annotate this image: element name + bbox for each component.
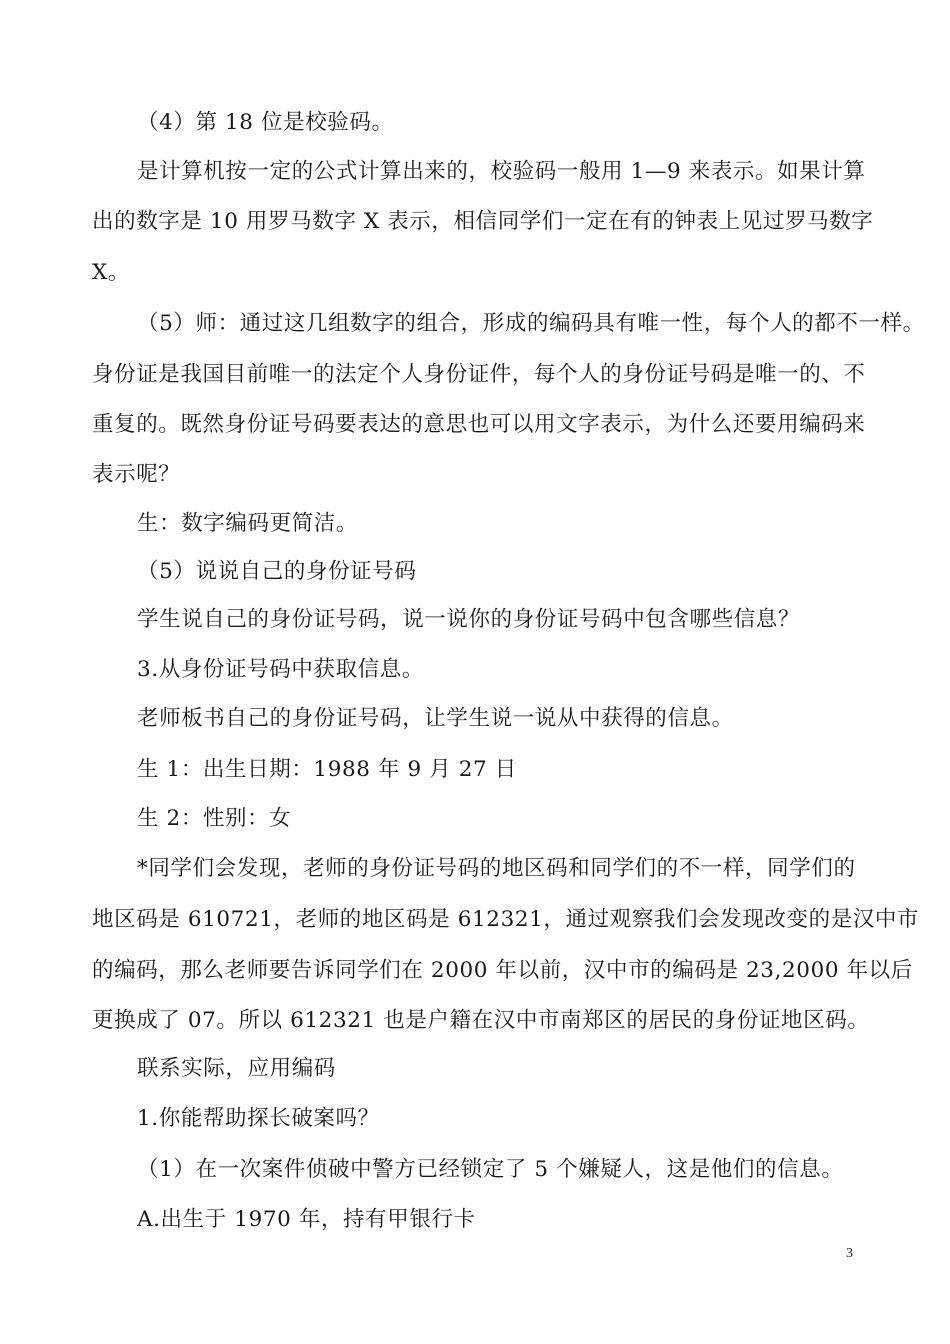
paragraph-line: 是计算机按一定的公式计算出来的，校验码一般用 1—9 来表示。如果计算 — [137, 159, 866, 184]
paragraph-line: 生：数字编码更简洁。 — [137, 511, 359, 536]
paragraph-line: 3.从身份证号码中获取信息。 — [137, 657, 424, 682]
paragraph-line: 重复的。既然身份证号码要表达的意思也可以用文字表示，为什么还要用编码来 — [92, 412, 866, 437]
paragraph-line: 的编码，那么老师要告诉同学们在 2000 年以前，汉中市的编码是 23,2000 年以后 — [92, 958, 913, 983]
paragraph-line: 老师板书自己的身份证号码，让学生说一说从中获得的信息。 — [137, 706, 734, 731]
paragraph-line: 学生说自己的身份证号码，说一说你的身份证号码中包含哪些信息？ — [137, 607, 801, 632]
paragraph-line: X。 — [92, 260, 131, 285]
paragraph-line: 表示呢？ — [92, 462, 181, 487]
page-number: 3 — [846, 1246, 853, 1261]
paragraph-line: 身份证是我国目前唯一的法定个人身份证件，每个人的身份证号码是唯一的、不 — [92, 362, 866, 387]
paragraph-line: A.出生于 1970 年，持有甲银行卡 — [137, 1207, 476, 1232]
paragraph-line: 更换成了 07。所以 612321 也是户籍在汉中市南郑区的居民的身份证地区码。 — [92, 1008, 870, 1033]
paragraph-line: 联系实际，应用编码 — [137, 1056, 336, 1081]
paragraph-line: 1.你能帮助探长破案吗？ — [137, 1106, 380, 1131]
paragraph-line: （4）第 18 位是校验码。 — [137, 110, 394, 135]
paragraph-line: （1）在一次案件侦破中警方已经锁定了 5 个嫌疑人，这是他们的信息。 — [137, 1157, 844, 1182]
paragraph-line: 出的数字是 10 用罗马数字 X 表示，相信同学们一定在有的钟表上见过罗马数字 — [92, 209, 874, 234]
paragraph-line: （5）师：通过这几组数字的组合，形成的编码具有唯一性，每个人的都不一样。 — [137, 311, 925, 336]
paragraph-line: 生 1：出生日期：1988 年 9 月 27 日 — [137, 757, 517, 782]
paragraph-line: *同学们会发现，老师的身份证号码的地区码和同学们的不一样，同学们的 — [137, 856, 856, 881]
paragraph-line: （5）说说自己的身份证号码 — [137, 559, 417, 584]
paragraph-line: 生 2：性别：女 — [137, 806, 292, 831]
paragraph-line: 地区码是 610721，老师的地区码是 612321，通过观察我们会发现改变的是汉中市 — [92, 907, 920, 932]
